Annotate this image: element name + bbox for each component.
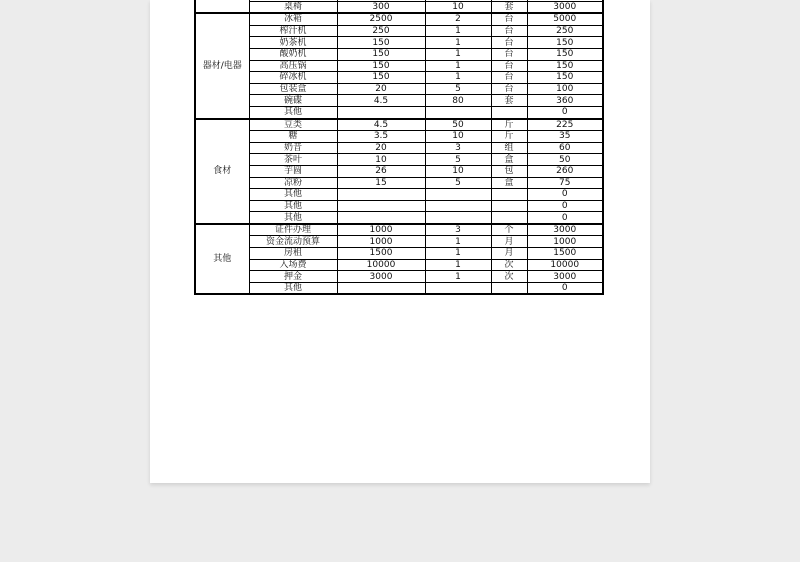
unit-cell: 月 <box>491 248 527 260</box>
price-cell: 300 <box>337 1 425 13</box>
item-cell: 包装盒 <box>249 83 337 95</box>
item-cell: 其他 <box>249 189 337 201</box>
table-row <box>195 259 603 271</box>
quantity-cell: 50 <box>425 119 491 131</box>
table-row <box>195 189 603 201</box>
price-cell: 250 <box>337 25 425 37</box>
quantity-cell <box>425 189 491 201</box>
category-cell <box>195 0 249 13</box>
quantity-cell: 5 <box>425 177 491 189</box>
category-cell: 器材/电器 <box>195 13 249 118</box>
table-row <box>195 13 603 25</box>
total-cell: 0 <box>527 212 603 224</box>
quantity-cell: 3 <box>425 224 491 236</box>
price-cell <box>337 200 425 212</box>
total-cell: 360 <box>527 95 603 107</box>
unit-cell <box>491 106 527 118</box>
unit-cell <box>491 200 527 212</box>
unit-cell: 台 <box>491 25 527 37</box>
price-cell: 3.5 <box>337 131 425 143</box>
item-cell: 奶昔 <box>249 142 337 154</box>
price-cell: 1500 <box>337 248 425 260</box>
total-cell: 3000 <box>527 271 603 283</box>
unit-cell: 包 <box>491 165 527 177</box>
item-cell: 入场费 <box>249 259 337 271</box>
table-row <box>195 60 603 72</box>
item-cell: 高压锅 <box>249 60 337 72</box>
item-cell: 冰箱 <box>249 13 337 25</box>
price-cell: 26 <box>337 165 425 177</box>
unit-cell: 次 <box>491 259 527 271</box>
quantity-cell: 10 <box>425 165 491 177</box>
item-cell: 其他 <box>249 282 337 294</box>
quantity-cell <box>425 212 491 224</box>
table-row <box>195 106 603 118</box>
total-cell: 60 <box>527 142 603 154</box>
quantity-cell: 1 <box>425 72 491 84</box>
unit-cell: 台 <box>491 60 527 72</box>
quantity-cell: 1 <box>425 48 491 60</box>
quantity-cell <box>425 106 491 118</box>
item-cell: 榨汁机 <box>249 25 337 37</box>
unit-cell: 盒 <box>491 177 527 189</box>
quantity-cell: 1 <box>425 271 491 283</box>
total-cell: 1500 <box>527 248 603 260</box>
quantity-cell: 1 <box>425 259 491 271</box>
quantity-cell: 2 <box>425 13 491 25</box>
total-cell: 0 <box>527 189 603 201</box>
table-row <box>195 142 603 154</box>
quantity-cell: 1 <box>425 25 491 37</box>
unit-cell <box>491 189 527 201</box>
table-row <box>195 48 603 60</box>
total-cell: 1000 <box>527 236 603 248</box>
table-row <box>195 271 603 283</box>
category-cell: 其他 <box>195 224 249 295</box>
quantity-cell: 5 <box>425 83 491 95</box>
table-row <box>195 224 603 236</box>
total-cell: 0 <box>527 200 603 212</box>
unit-cell: 斤 <box>491 119 527 131</box>
unit-cell: 次 <box>491 271 527 283</box>
item-cell: 豆类 <box>249 119 337 131</box>
unit-cell: 套 <box>491 95 527 107</box>
price-cell <box>337 282 425 294</box>
quantity-cell: 1 <box>425 236 491 248</box>
table-row <box>195 200 603 212</box>
item-cell: 证件办理 <box>249 224 337 236</box>
price-cell: 150 <box>337 48 425 60</box>
total-cell: 5000 <box>527 13 603 25</box>
unit-cell: 盒 <box>491 154 527 166</box>
table-row <box>195 131 603 143</box>
table-row <box>195 177 603 189</box>
table-row <box>195 248 603 260</box>
table-row <box>195 83 603 95</box>
unit-cell: 组 <box>491 142 527 154</box>
table-row <box>195 37 603 49</box>
quantity-cell: 5 <box>425 154 491 166</box>
price-cell: 20 <box>337 83 425 95</box>
price-cell <box>337 106 425 118</box>
unit-cell: 套 <box>491 1 527 13</box>
item-cell: 奶茶机 <box>249 37 337 49</box>
item-cell: 资金流动预算 <box>249 236 337 248</box>
total-cell: 150 <box>527 48 603 60</box>
table-row <box>195 282 603 294</box>
total-cell: 0 <box>527 106 603 118</box>
total-cell: 260 <box>527 165 603 177</box>
unit-cell: 台 <box>491 37 527 49</box>
total-cell: 100 <box>527 83 603 95</box>
price-cell: 4.5 <box>337 119 425 131</box>
table-row <box>195 95 603 107</box>
total-cell: 225 <box>527 119 603 131</box>
price-cell: 3000 <box>337 271 425 283</box>
price-cell: 150 <box>337 72 425 84</box>
total-cell: 150 <box>527 60 603 72</box>
category-group <box>195 13 603 118</box>
item-cell: 其他 <box>249 200 337 212</box>
quantity-cell: 1 <box>425 248 491 260</box>
item-cell: 碗碟 <box>249 95 337 107</box>
category-group <box>195 224 603 295</box>
quantity-cell: 3 <box>425 142 491 154</box>
total-cell: 50 <box>527 154 603 166</box>
quantity-cell: 10 <box>425 1 491 13</box>
category-cell: 食材 <box>195 119 249 224</box>
unit-cell: 月 <box>491 236 527 248</box>
table-row <box>195 236 603 248</box>
table-row <box>195 212 603 224</box>
price-cell <box>337 212 425 224</box>
price-cell: 10000 <box>337 259 425 271</box>
item-cell: 芋圆 <box>249 165 337 177</box>
price-cell: 1000 <box>337 236 425 248</box>
item-cell: 酸奶机 <box>249 48 337 60</box>
item-cell: 其他 <box>249 212 337 224</box>
total-cell: 3000 <box>527 1 603 13</box>
total-cell: 75 <box>527 177 603 189</box>
item-cell: 茶叶 <box>249 154 337 166</box>
price-cell: 15 <box>337 177 425 189</box>
price-cell: 150 <box>337 60 425 72</box>
item-cell: 桌椅 <box>249 1 337 13</box>
quantity-cell: 10 <box>425 131 491 143</box>
price-cell: 4.5 <box>337 95 425 107</box>
price-cell <box>337 189 425 201</box>
table-row <box>195 72 603 84</box>
unit-cell: 台 <box>491 48 527 60</box>
total-cell: 150 <box>527 72 603 84</box>
document-page <box>150 0 650 483</box>
item-cell: 凉粉 <box>249 177 337 189</box>
unit-cell: 台 <box>491 72 527 84</box>
table-row <box>195 165 603 177</box>
budget-table <box>194 0 604 295</box>
total-cell: 250 <box>527 25 603 37</box>
total-cell: 150 <box>527 37 603 49</box>
total-cell: 3000 <box>527 224 603 236</box>
price-cell: 2500 <box>337 13 425 25</box>
unit-cell: 台 <box>491 83 527 95</box>
price-cell: 20 <box>337 142 425 154</box>
price-cell: 150 <box>337 37 425 49</box>
quantity-cell <box>425 282 491 294</box>
quantity-cell: 1 <box>425 37 491 49</box>
item-cell: 碎冰机 <box>249 72 337 84</box>
item-cell: 其他 <box>249 106 337 118</box>
price-cell: 1000 <box>337 224 425 236</box>
item-cell: 糖 <box>249 131 337 143</box>
total-cell: 10000 <box>527 259 603 271</box>
total-cell: 35 <box>527 131 603 143</box>
quantity-cell: 1 <box>425 60 491 72</box>
unit-cell <box>491 212 527 224</box>
total-cell: 0 <box>527 282 603 294</box>
table-row <box>195 154 603 166</box>
price-cell: 10 <box>337 154 425 166</box>
unit-cell: 斤 <box>491 131 527 143</box>
table-row <box>195 1 603 13</box>
table-row <box>195 119 603 131</box>
quantity-cell <box>425 200 491 212</box>
unit-cell: 台 <box>491 13 527 25</box>
category-group <box>195 0 603 13</box>
unit-cell <box>491 282 527 294</box>
item-cell: 押金 <box>249 271 337 283</box>
table-row <box>195 25 603 37</box>
unit-cell: 个 <box>491 224 527 236</box>
item-cell: 房租 <box>249 248 337 260</box>
category-group <box>195 119 603 224</box>
quantity-cell: 80 <box>425 95 491 107</box>
